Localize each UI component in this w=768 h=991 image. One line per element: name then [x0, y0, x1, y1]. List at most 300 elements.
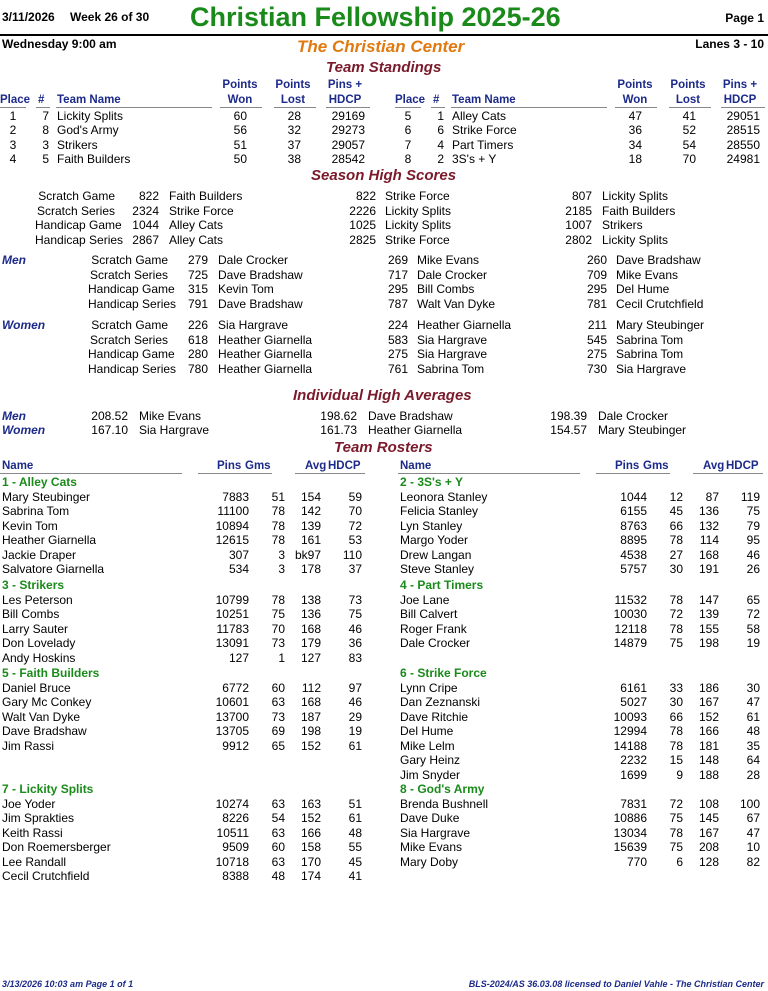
- rosters-title: Team Rosters: [334, 439, 433, 456]
- roster-pins: 2232: [620, 753, 647, 768]
- team-high-score: 2802: [565, 232, 592, 247]
- col-header-points-won: Points: [617, 79, 653, 91]
- individual-high-name: Dale Crocker: [417, 267, 488, 282]
- roster-handicap: 95: [746, 533, 760, 548]
- team-high-name: Faith Builders: [602, 203, 676, 218]
- roster-player-name: Margo Yoder: [400, 533, 469, 548]
- roster-average: 188: [698, 767, 719, 782]
- individual-high-score: 583: [387, 332, 408, 347]
- roster-average: 166: [300, 825, 321, 840]
- standing-points-lost: 70: [682, 152, 696, 167]
- standing-team-name: Lickity Splits: [57, 109, 124, 123]
- roster-handicap: 19: [746, 636, 760, 651]
- team-high-score: 1044: [132, 218, 159, 232]
- individual-high-name: Sia Hargrave: [417, 332, 488, 347]
- individual-high-name: Heather Giarnella: [417, 318, 512, 332]
- average-name: Dave Bradshaw: [368, 409, 453, 423]
- roster-average: 198: [300, 724, 321, 739]
- col-header-name: Name: [400, 460, 432, 472]
- standing-points-won: 51: [233, 137, 247, 152]
- roster-average: 87: [705, 490, 719, 504]
- roster-average: 178: [300, 562, 321, 577]
- team-high-score: 1025: [349, 218, 376, 232]
- individual-high-score: 618: [187, 332, 208, 347]
- roster-games: 54: [271, 811, 285, 826]
- roster-average: 168: [300, 621, 321, 636]
- team-high-category: Scratch Series: [36, 203, 115, 218]
- individual-high-score: 780: [187, 361, 208, 376]
- lanes-label: Lanes 3 - 10: [695, 37, 764, 51]
- roster-games: 78: [669, 593, 683, 607]
- individual-high-category: Handicap Game: [88, 282, 175, 296]
- individual-high-name: Walt Van Dyke: [417, 296, 496, 311]
- average-value: 154.57: [550, 423, 587, 437]
- col-header-avg: Avg: [703, 460, 725, 472]
- roster-pins: 534: [228, 562, 249, 577]
- average-name: Mike Evans: [139, 409, 202, 423]
- roster-player-name: Jim Sprakties: [2, 811, 75, 826]
- roster-pins: 11532: [614, 593, 647, 607]
- roster-average: 152: [698, 709, 719, 724]
- roster-pins: 10799: [215, 593, 249, 607]
- footer-right: BLS-2024/AS 36.03.08 licensed to Daniel Vahle - The Christian Center: [468, 979, 764, 989]
- roster-team-heading: 4 - Part Timers: [400, 578, 484, 592]
- roster-handicap: 46: [348, 695, 362, 710]
- men-label: Men: [2, 253, 26, 267]
- roster-average: 128: [698, 854, 719, 869]
- roster-average: 187: [300, 709, 321, 724]
- individual-high-score: 787: [387, 296, 408, 311]
- col-header-points-won: Points: [222, 79, 258, 91]
- standing-team-number: 3: [42, 137, 49, 152]
- roster-team-heading: 7 - Lickity Splits: [2, 782, 94, 796]
- roster-pins: 1044: [620, 490, 647, 504]
- roster-player-name: Bill Combs: [2, 607, 60, 622]
- roster-pins: 15639: [613, 840, 647, 855]
- women-label: Women: [2, 318, 46, 332]
- standing-points-won: 34: [628, 137, 642, 152]
- average-name: Heather Giarnella: [368, 423, 463, 437]
- roster-pins: 307: [228, 547, 249, 562]
- standing-team-name: Part Timers: [452, 137, 514, 152]
- standing-points-won: 47: [628, 109, 642, 123]
- report-date: 3/11/2026: [2, 10, 55, 24]
- roster-games: 65: [271, 738, 285, 753]
- roster-handicap: 97: [348, 681, 362, 695]
- roster-average: 148: [698, 753, 719, 768]
- roster-games: 78: [669, 825, 683, 840]
- roster-pins: 12994: [613, 724, 647, 739]
- roster-player-name: Del Hume: [400, 724, 454, 739]
- roster-player-name: Dave Duke: [400, 811, 460, 826]
- standing-points-lost: 28: [287, 109, 301, 123]
- roster-handicap: 79: [746, 518, 760, 533]
- roster-average: 168: [300, 695, 321, 710]
- roster-player-name: Jim Rassi: [2, 738, 55, 753]
- roster-handicap: 26: [746, 562, 760, 577]
- roster-games: 6: [676, 854, 683, 869]
- roster-games: 63: [271, 825, 285, 840]
- roster-average: 136: [698, 504, 719, 519]
- roster-handicap: 46: [746, 547, 760, 562]
- individual-high-score: 224: [387, 318, 408, 332]
- team-high-name: Strike Force: [385, 189, 450, 203]
- roster-pins: 10886: [613, 811, 647, 826]
- roster-pins: 7883: [222, 490, 249, 504]
- average-name: Mary Steubinger: [598, 423, 687, 437]
- roster-team-heading: 1 - Alley Cats: [2, 475, 77, 489]
- roster-player-name: Don Lovelady: [2, 636, 76, 651]
- roster-average: 181: [698, 738, 719, 753]
- roster-handicap: 70: [348, 504, 362, 519]
- roster-pins: 9509: [222, 840, 249, 855]
- roster-handicap: 59: [348, 490, 362, 504]
- week-label: Week 26 of 30: [70, 10, 150, 24]
- roster-player-name: Mike Lelm: [400, 738, 455, 753]
- average-value: 208.52: [91, 409, 128, 423]
- team-high-name: Lickity Splits: [385, 203, 452, 218]
- roster-average: 114: [699, 533, 719, 548]
- roster-games: 75: [669, 811, 683, 826]
- roster-handicap: 45: [348, 854, 362, 869]
- col-header-place: Place: [395, 94, 426, 106]
- roster-handicap: 36: [348, 636, 362, 651]
- individual-high-name: Mike Evans: [417, 253, 480, 267]
- roster-games: 63: [271, 695, 285, 710]
- average-value: 167.10: [91, 423, 128, 437]
- col-header-place: Place: [0, 94, 31, 106]
- col-header-pins-hdcp: Pins +: [327, 79, 363, 91]
- league-title: Christian Fellowship 2025-26: [190, 2, 561, 32]
- roster-player-name: Lynn Cripe: [400, 681, 458, 695]
- col-header-name: Name: [2, 460, 34, 472]
- roster-games: 12: [669, 490, 683, 504]
- roster-player-name: Sia Hargrave: [400, 825, 471, 840]
- roster-average: 152: [300, 811, 321, 826]
- individual-high-name: Heather Giarnella: [218, 361, 313, 376]
- roster-player-name: Mary Steubinger: [2, 490, 91, 504]
- standing-team-name: Faith Builders: [57, 152, 131, 167]
- standing-team-number: 4: [437, 137, 444, 152]
- individual-high-category: Scratch Series: [89, 332, 168, 347]
- standing-points-lost: 52: [682, 123, 696, 138]
- standing-team-name: 3S's + Y: [452, 152, 497, 167]
- team-high-name: Alley Cats: [169, 232, 224, 247]
- standing-points-won: 18: [628, 152, 642, 167]
- team-high-name: Lickity Splits: [385, 218, 452, 232]
- col-header-points-lost: Lost: [675, 94, 701, 106]
- roster-player-name: Cecil Crutchfield: [2, 869, 90, 884]
- individual-high-name: Mike Evans: [616, 267, 679, 282]
- individual-high-score: 275: [387, 347, 408, 361]
- roster-player-name: Lyn Stanley: [400, 518, 463, 533]
- individual-high-name: Dave Bradshaw: [218, 267, 303, 282]
- roster-handicap: 61: [348, 811, 362, 826]
- roster-average: 186: [698, 681, 719, 695]
- center-name: The Christian Center: [297, 37, 465, 56]
- roster-games: 3: [278, 562, 285, 577]
- roster-average: 132: [698, 518, 719, 533]
- roster-handicap: 58: [746, 621, 760, 636]
- individual-high-name: Sia Hargrave: [218, 318, 289, 332]
- roster-player-name: Leonora Stanley: [400, 490, 488, 504]
- roster-player-name: Joe Lane: [400, 593, 450, 607]
- individual-high-score: 295: [387, 282, 408, 296]
- roster-games: 60: [271, 840, 285, 855]
- roster-handicap: 10: [746, 840, 760, 855]
- averages-title: Individual High Averages: [293, 387, 472, 404]
- standings-title: Team Standings: [326, 59, 442, 76]
- roster-handicap: 64: [746, 753, 760, 768]
- team-high-name: Strikers: [602, 218, 643, 232]
- col-header-num: #: [38, 94, 45, 106]
- col-header-num: #: [433, 94, 440, 106]
- roster-player-name: Dan Zeznanski: [400, 695, 481, 710]
- roster-pins: 10093: [613, 709, 647, 724]
- roster-handicap: 19: [348, 724, 362, 739]
- roster-player-name: Brenda Bushnell: [400, 797, 489, 811]
- roster-pins: 13700: [215, 709, 249, 724]
- roster-pins: 13091: [215, 636, 249, 651]
- roster-handicap: 72: [348, 518, 362, 533]
- individual-high-score: 730: [586, 361, 607, 376]
- roster-games: 75: [669, 636, 683, 651]
- roster-player-name: Lee Randall: [2, 854, 67, 869]
- roster-handicap: 100: [739, 797, 760, 811]
- roster-handicap: 46: [348, 621, 362, 636]
- roster-player-name: Jim Snyder: [400, 767, 461, 782]
- roster-pins: 10274: [215, 797, 249, 811]
- average-value: 161.73: [320, 423, 357, 437]
- individual-high-score: 315: [187, 282, 208, 296]
- individual-high-name: Sia Hargrave: [417, 347, 488, 361]
- roster-games: 30: [669, 695, 683, 710]
- individual-high-score: 279: [187, 253, 208, 267]
- roster-pins: 12118: [614, 621, 647, 636]
- col-header-hdcp: HDCP: [328, 460, 361, 472]
- standing-team-number: 6: [437, 123, 444, 138]
- roster-handicap: 110: [342, 547, 362, 562]
- roster-pins: 12615: [215, 533, 249, 548]
- standing-place: 8: [404, 152, 412, 167]
- roster-games: 60: [271, 681, 285, 695]
- standing-pins-hdcp: 29169: [331, 109, 365, 123]
- standing-pins-hdcp: 28542: [331, 152, 365, 167]
- standing-pins-hdcp: 29057: [331, 137, 365, 152]
- roster-player-name: Don Roemersberger: [2, 840, 111, 855]
- roster-games: 73: [271, 709, 285, 724]
- roster-handicap: 51: [348, 797, 362, 811]
- roster-average: 198: [698, 636, 719, 651]
- standing-pins-hdcp: 28550: [726, 137, 760, 152]
- team-high-score: 822: [355, 189, 376, 203]
- season-high-title: Season High Scores: [311, 167, 457, 184]
- roster-handicap: 35: [746, 738, 760, 753]
- standing-team-name: Alley Cats: [452, 109, 507, 123]
- roster-handicap: 65: [746, 593, 760, 607]
- roster-games: 78: [271, 533, 285, 548]
- individual-high-category: Scratch Game: [91, 253, 168, 267]
- roster-team-heading: 5 - Faith Builders: [2, 666, 100, 680]
- roster-player-name: Daniel Bruce: [2, 681, 71, 695]
- roster-pins: 10718: [215, 854, 249, 869]
- team-high-name: Alley Cats: [169, 218, 224, 232]
- roster-pins: 8226: [222, 811, 249, 826]
- roster-average: 136: [300, 607, 321, 622]
- individual-high-name: Sabrina Tom: [616, 347, 684, 361]
- roster-handicap: 75: [348, 607, 362, 622]
- roster-games: 78: [669, 533, 683, 548]
- roster-games: 48: [271, 869, 285, 884]
- standing-pins-hdcp: 29051: [726, 109, 760, 123]
- roster-pins: 8763: [620, 518, 647, 533]
- individual-high-name: Sabrina Tom: [417, 361, 485, 376]
- roster-team-heading: 8 - God's Army: [400, 782, 485, 796]
- individual-high-score: 260: [586, 253, 607, 267]
- individual-high-category: Handicap Series: [88, 296, 177, 311]
- col-header-gms: Gms: [643, 460, 669, 472]
- roster-average: 167: [698, 825, 719, 840]
- standing-points-lost: 32: [287, 123, 301, 138]
- roster-pins: 5027: [620, 695, 647, 710]
- standing-team-number: 8: [42, 123, 49, 138]
- roster-pins: 14188: [613, 738, 647, 753]
- roster-pins: 770: [626, 854, 647, 869]
- roster-average: 112: [301, 681, 321, 695]
- roster-games: 72: [669, 607, 683, 622]
- individual-high-score: 275: [586, 347, 607, 361]
- roster-pins: 10030: [613, 607, 647, 622]
- roster-player-name: Larry Sauter: [2, 621, 69, 636]
- roster-handicap: 48: [746, 724, 760, 739]
- individual-high-score: 211: [587, 318, 607, 332]
- roster-games: 30: [669, 562, 683, 577]
- standing-place: 6: [404, 123, 412, 138]
- roster-average: 138: [300, 593, 321, 607]
- roster-team-heading: 2 - 3S's + Y: [400, 475, 464, 489]
- roster-pins: 6772: [222, 681, 249, 695]
- roster-average: 174: [300, 869, 321, 884]
- roster-player-name: Dave Bradshaw: [2, 724, 87, 739]
- individual-high-score: 761: [387, 361, 408, 376]
- individual-high-name: Del Hume: [616, 282, 670, 296]
- roster-games: 63: [271, 854, 285, 869]
- roster-pins: 6155: [620, 504, 647, 519]
- col-header-avg: Avg: [305, 460, 327, 472]
- roster-average: 179: [300, 636, 321, 651]
- roster-games: 33: [669, 681, 683, 695]
- roster-average: 158: [300, 840, 321, 855]
- standing-place: 7: [404, 137, 412, 152]
- roster-player-name: Les Peterson: [2, 593, 73, 607]
- team-high-score: 2867: [132, 232, 159, 247]
- standing-points-lost: 41: [682, 109, 696, 123]
- roster-pins: 4538: [620, 547, 647, 562]
- roster-handicap: 61: [746, 709, 760, 724]
- col-header-pins-hdcp: Pins +: [722, 79, 758, 91]
- standing-team-name: Strikers: [57, 137, 98, 152]
- roster-pins: 1699: [620, 767, 647, 782]
- standing-team-number: 7: [42, 109, 49, 123]
- col-header-pins-hdcp: HDCP: [328, 94, 362, 106]
- roster-games: 73: [271, 636, 285, 651]
- roster-games: 63: [271, 797, 285, 811]
- roster-player-name: Bill Calvert: [400, 607, 458, 622]
- team-high-name: Faith Builders: [169, 189, 243, 203]
- standing-place: 2: [9, 123, 17, 138]
- roster-pins: 10601: [215, 695, 249, 710]
- roster-games: 78: [669, 621, 683, 636]
- roster-player-name: Heather Giarnella: [2, 533, 97, 548]
- team-high-name: Strike Force: [169, 203, 234, 218]
- roster-average: 139: [300, 518, 321, 533]
- average-name: Sia Hargrave: [139, 423, 210, 437]
- roster-pins: 7831: [620, 797, 647, 811]
- roster-player-name: Kevin Tom: [2, 518, 58, 533]
- average-value: 198.62: [320, 409, 357, 423]
- roster-player-name: Jackie Draper: [2, 547, 77, 562]
- individual-high-name: Mary Steubinger: [616, 318, 705, 332]
- roster-handicap: 29: [348, 709, 362, 724]
- individual-high-name: Cecil Crutchfield: [616, 296, 704, 311]
- team-high-name: Strike Force: [385, 232, 450, 247]
- roster-average: 108: [698, 797, 719, 811]
- individual-high-score: 709: [586, 267, 607, 282]
- team-high-score: 2324: [132, 203, 159, 218]
- roster-average: 154: [300, 490, 321, 504]
- individual-high-name: Sia Hargrave: [616, 361, 687, 376]
- roster-pins: 10251: [215, 607, 249, 622]
- roster-handicap: 61: [348, 738, 362, 753]
- individual-high-name: Heather Giarnella: [218, 347, 313, 361]
- roster-pins: 127: [228, 650, 249, 665]
- roster-player-name: Andy Hoskins: [2, 650, 76, 665]
- roster-handicap: 55: [348, 840, 362, 855]
- col-header-points-won: Won: [227, 94, 253, 106]
- individual-high-name: Sabrina Tom: [616, 332, 684, 347]
- roster-handicap: 82: [746, 854, 760, 869]
- roster-handicap: 83: [348, 650, 362, 665]
- standing-place: 4: [9, 152, 17, 167]
- roster-pins: 11783: [216, 621, 249, 636]
- page-label: Page 1: [725, 11, 764, 25]
- roster-handicap: 47: [746, 695, 760, 710]
- individual-high-score: 545: [586, 332, 607, 347]
- standing-team-name: Strike Force: [452, 123, 517, 138]
- roster-games: 70: [271, 621, 285, 636]
- standing-points-won: 36: [628, 123, 642, 138]
- standing-team-number: 2: [437, 152, 444, 167]
- individual-high-name: Kevin Tom: [218, 282, 274, 296]
- individual-high-name: Dale Crocker: [218, 253, 289, 267]
- col-header-points-lost: Points: [670, 79, 706, 91]
- roster-games: 78: [271, 518, 285, 533]
- col-header-hdcp: HDCP: [726, 460, 759, 472]
- roster-average: 161: [300, 533, 321, 548]
- roster-games: 45: [669, 504, 683, 519]
- col-header-points-lost: Lost: [280, 94, 306, 106]
- roster-games: 72: [669, 797, 683, 811]
- roster-pins: 13034: [613, 825, 647, 840]
- individual-high-score: 226: [187, 318, 208, 332]
- roster-average: 166: [698, 724, 719, 739]
- team-high-name: Lickity Splits: [602, 232, 669, 247]
- roster-pins: 14879: [613, 636, 647, 651]
- roster-average: 163: [300, 797, 321, 811]
- standing-points-lost: 54: [682, 137, 696, 152]
- individual-high-category: Scratch Game: [91, 318, 168, 332]
- roster-average: 170: [300, 854, 321, 869]
